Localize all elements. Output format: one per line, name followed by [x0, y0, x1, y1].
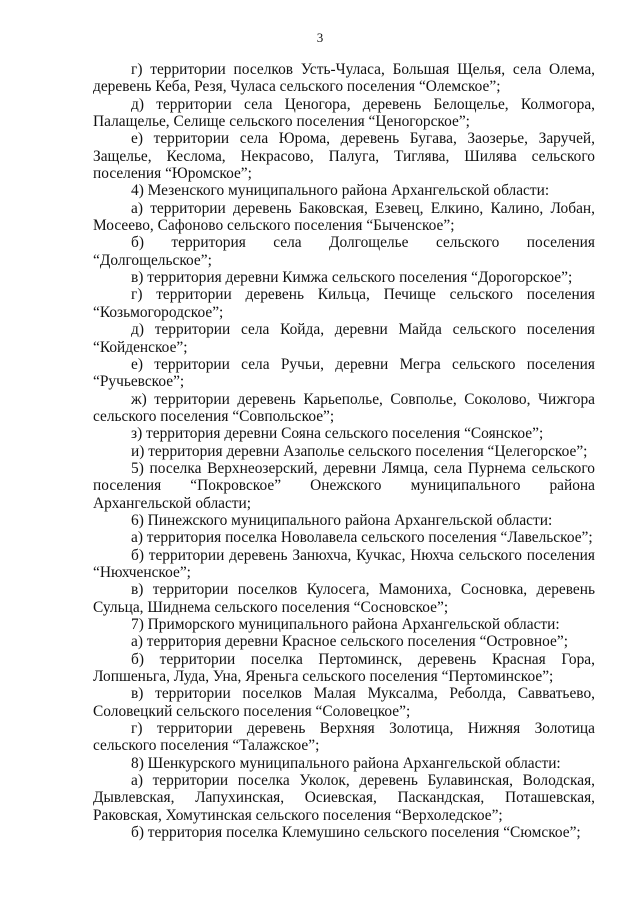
paragraph-bychenskoe: а) территории деревень Баковская, Езевец, Елкино, Калино, Лобан, Мосеево, Сафоново сельского поселения “Быченское”;	[93, 199, 595, 235]
paragraph-pertominskoe: б) территории поселка Пертоминск, деревень Красная Гора, Лопшеньга, Луда, Уна, Яреньга сельского поселения “Пертоминское”;	[93, 650, 595, 686]
paragraph-nyukhchenskoe: б) территории деревень Занюхча, Кучкас, Нюхча сельского поселения “Нюхченское”;	[93, 546, 595, 581]
paragraph-soyanskoe: з) территория деревни Сояна сельского поселения “Соянское”;	[131, 425, 544, 443]
paragraph-tselegorskoe: и) территория деревни Азаполье сельского поселения “Целегорское”;	[131, 442, 588, 460]
paragraph-sosnovskoe: в) территории поселков Кулосега, Мамониха, Сосновка, деревень Сульца, Шиднема сельского поселения “Сосновское”;	[93, 581, 595, 616]
paragraph-kozmogorodskoe: г) территории деревень Кильца, Печище сельского поселения “Козьмогородское”;	[93, 286, 595, 321]
paragraph-olemskoe: г) территории поселков Усть-Чуласа, Большая Щелья, села Олема, деревень Кеба, Резя, Чуласа сельского поселения “Олемское”;	[93, 61, 595, 96]
paragraph-solovetskoe: в) территории поселков Малая Муксалма, Реболда, Савватьево, Соловецкий сельского поселения “Соловецкое”;	[93, 685, 595, 720]
page-number: 3	[316, 30, 324, 45]
paragraph-sovpolskoe: ж) территории деревень Карьеполье, Совполье, Соколово, Чижгора сельского поселения “Совпольское”;	[93, 390, 595, 425]
document-body	[93, 61, 595, 841]
paragraph-ruchyevskoe: е) территории села Ручьи, деревни Мегра сельского поселения “Ручьевское”;	[93, 355, 595, 391]
heading-mezensky-district: 4) Мезенского муниципального района Архангельской области:	[131, 182, 550, 200]
paragraph-lavelskoe: а) территория поселка Новолавела сельского поселения “Лавельское”;	[131, 529, 593, 547]
paragraph-verkholedskoe: а) территории поселка Уколок, деревень Булавинская, Володская, Дывлевская, Лапухинская, Осиевская, Паскандская, Поташевская, Раковская, Хомутинская сельского поселения “Верхоледское”;	[93, 772, 595, 824]
paragraph-pokrovskoe: 5) поселка Верхнеозерский, деревни Лямца, села Пурнема сельского поселения “Покровское” Онежского муниципального района Архангельской области;	[93, 459, 595, 512]
heading-shenkursky-district: 8) Шенкурского муниципального района Архангельской области:	[131, 754, 561, 772]
paragraph-ostrovnoe: а) территория деревни Красное сельского поселения “Островное”;	[131, 633, 568, 651]
heading-pinezhsky-district: 6) Пинежского муниципального района Архангельской области:	[131, 511, 553, 529]
heading-primorsky-district: 7) Приморского муниципального района Архангельской области:	[131, 616, 560, 633]
paragraph-dolgoshchelskoe: б) территория села Долгощелье сельского поселения “Долгощельское”;	[93, 234, 595, 269]
paragraph-koydenskoe: д) территории села Койда, деревни Майда сельского поселения “Койденское”;	[93, 321, 595, 356]
paragraph-dorogorskoe: в) территория деревни Кимжа сельского поселения “Дорогорское”;	[131, 269, 573, 287]
paragraph-syumskoe: б) территория поселка Клемушино сельского поселения “Сюмское”;	[131, 824, 581, 842]
paragraph-yuromskoe: е) территории села Юрома, деревень Бугава, Заозерье, Заручей, Защелье, Кеслома, Некрасово, Палуга, Тиглява, Шилява сельского поселения “Юромское”;	[93, 130, 595, 183]
paragraph-tsenogorskoe: д) территории села Ценогора, деревень Белощелье, Колмогора, Палащелье, Селище сельского поселения “Ценогорское”;	[93, 95, 595, 131]
paragraph-talazhskoe: г) территории деревень Верхняя Золотица, Нижняя Золотица сельского поселения “Талажское”;	[93, 720, 595, 755]
